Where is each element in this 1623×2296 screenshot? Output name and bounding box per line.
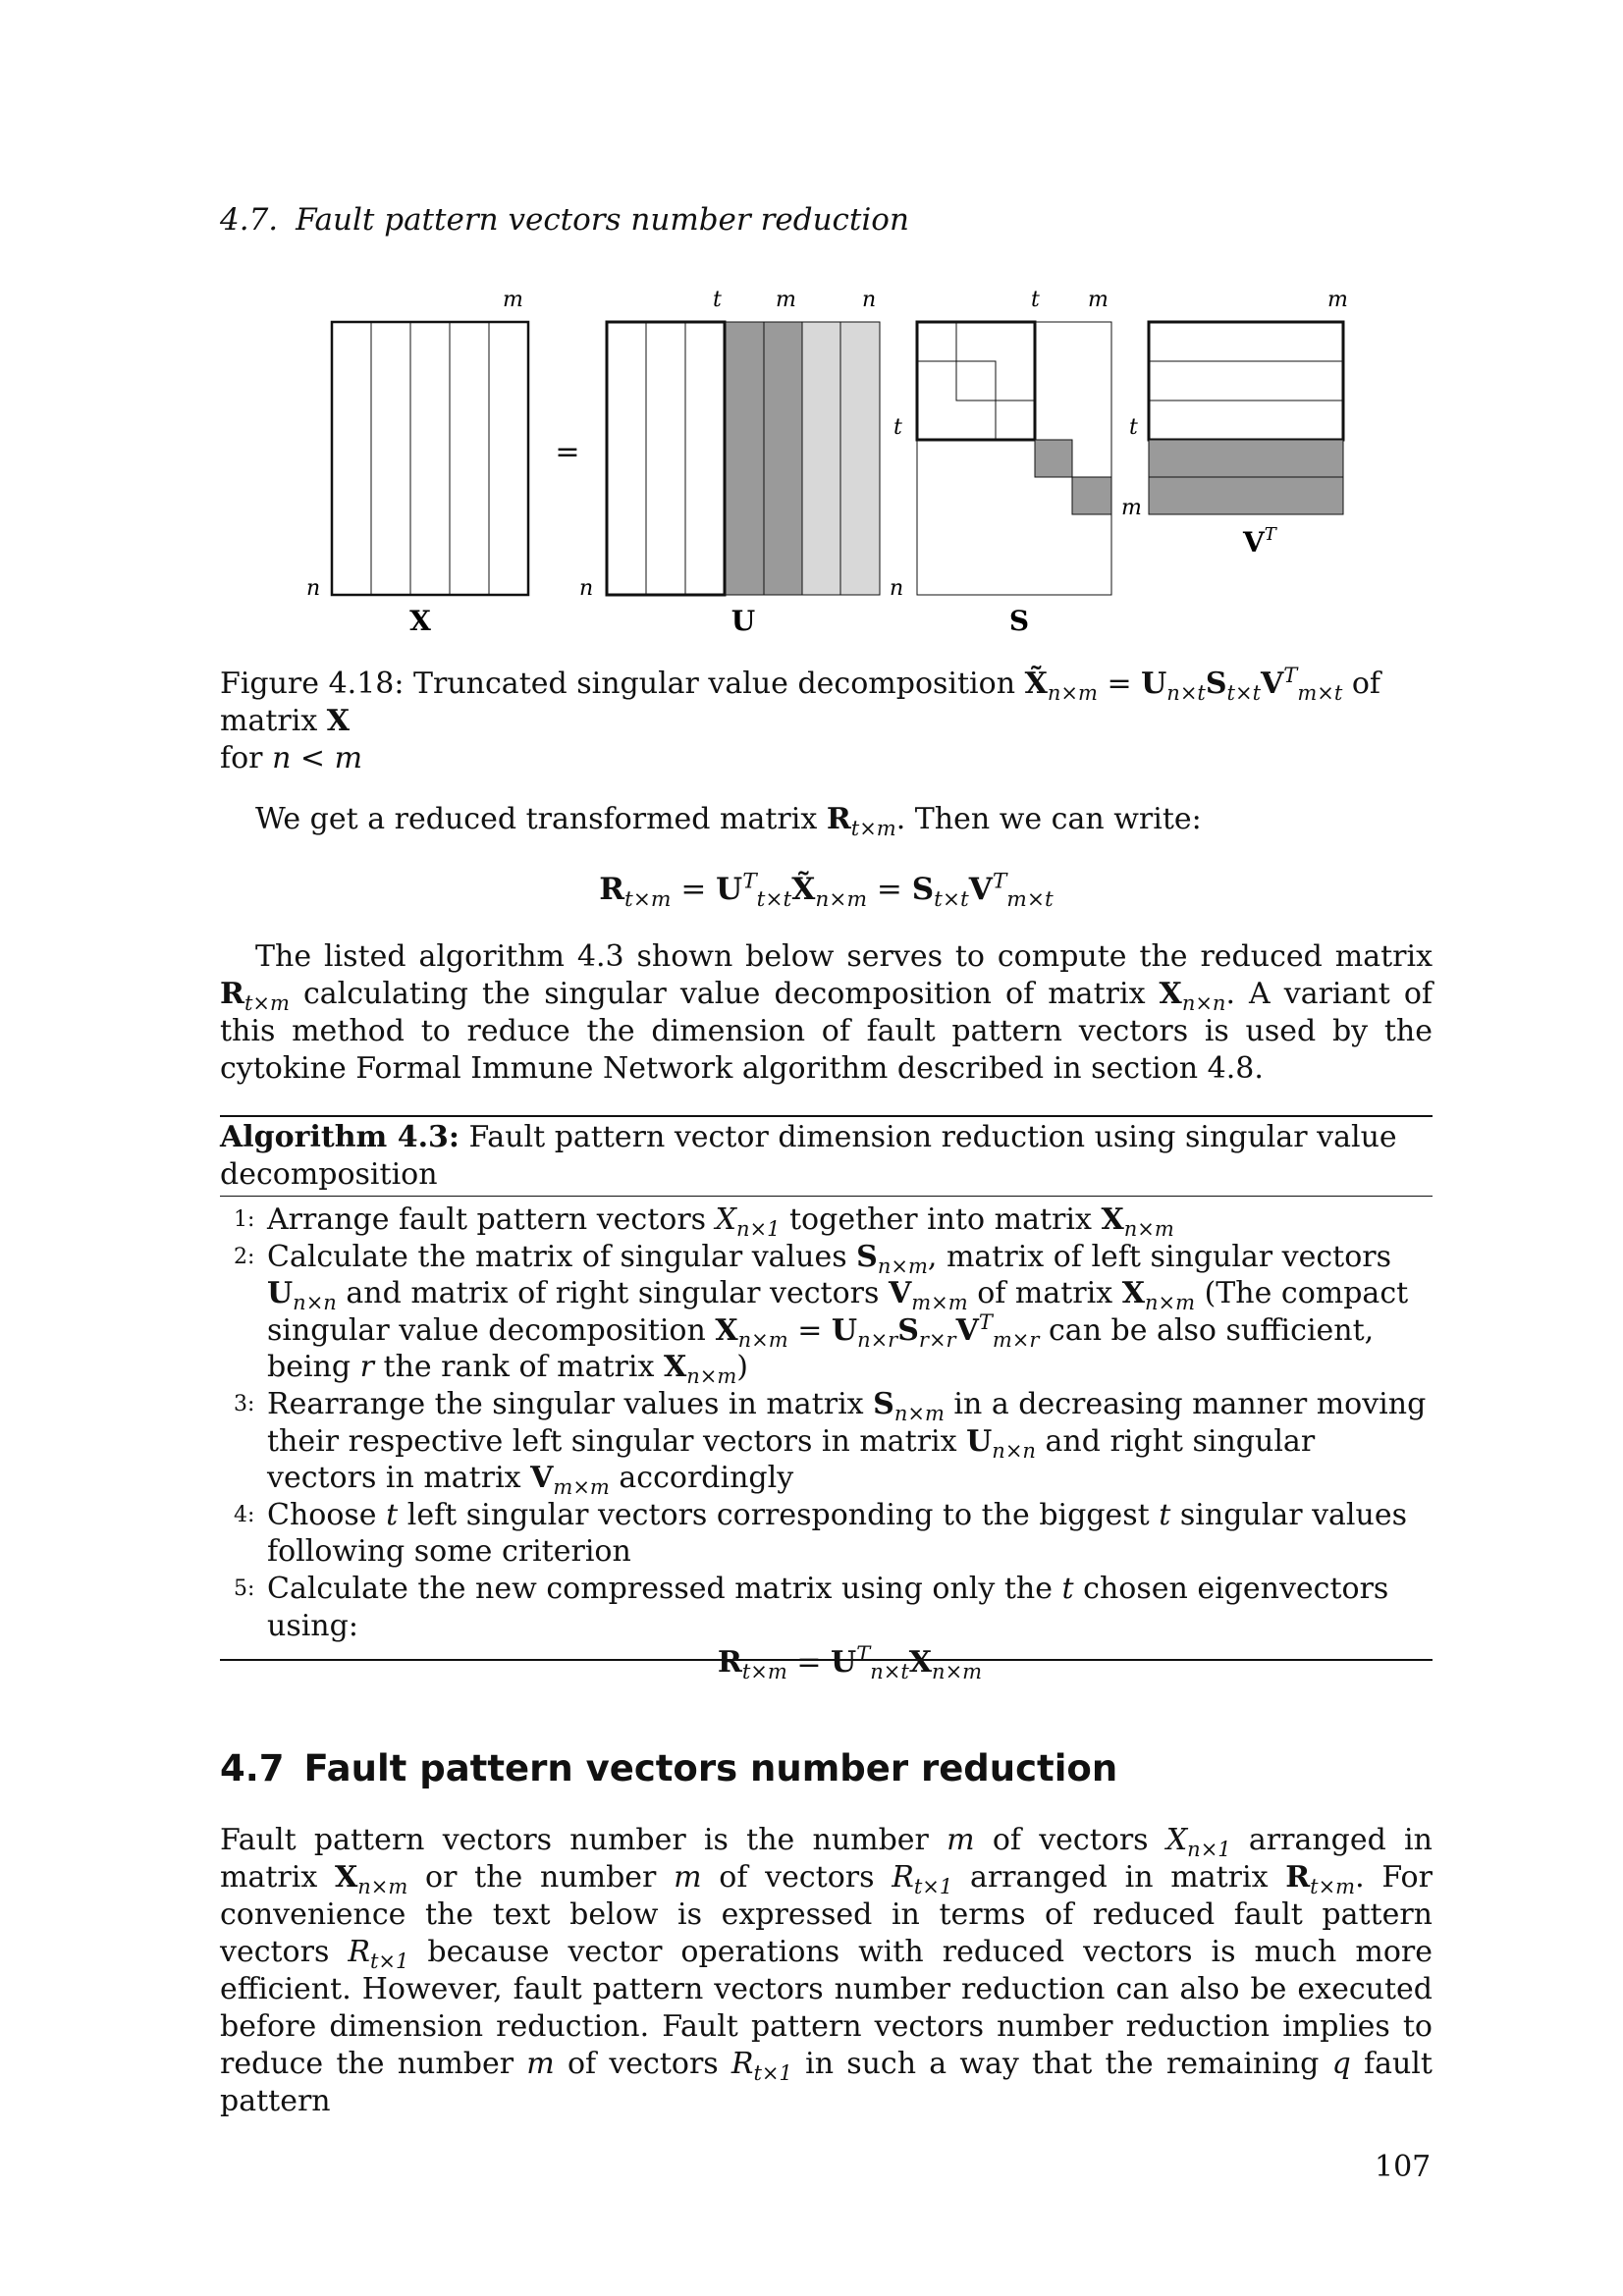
algorithm-step: 2: Calculate the matrix of singular values $S_{n\times m}$, matrix of left singular vectors $U_{n\times n}$ and matrix of right singular vectors $V_{m\times m}$ of matrix $X_{n\times m}$ (The compact singular value decomposition $X_{n\times m} = U_{n\times r}S_{r\times r}V^T_{m\times r}$ can be also sufficient, being r the rank of matrix $X_{n\times m}$) bbox=[234, 1239, 1409, 1389]
u-label-n-side: n bbox=[579, 576, 594, 601]
u-matrix-label: U bbox=[730, 605, 756, 637]
algorithm-bottom-rule bbox=[220, 1659, 1433, 1661]
algorithm-step: 3: Rearrange the singular values in matrix $S_{n\times m}$ in a decreasing manner moving their respective left singular vectors in matrix $U_{n\times n}$ and right singular vectors in matrix $V_{m\times m}$ accordingly bbox=[234, 1386, 1427, 1500]
vt-label-m-side: m bbox=[1121, 496, 1142, 520]
algorithm-title: Algorithm 4.3: Fault pattern vector dimension reduction using singular value decomposition bbox=[220, 1120, 1397, 1192]
algorithm-step: 5: Calculate the new compressed matrix using only the t chosen eigenvectors using: $R_{t\times m} = U^T_{n\times t}X_{n\times m}$ bbox=[220, 1571, 1433, 1682]
figure-caption: Figure 4.18: Truncated singular value decomposition $X̃_{n\times m} = U_{n\times t}S_{t\times t}V^T_{m\times t}$ of matrix X for n < m bbox=[220, 664, 1380, 775]
equation-r: $R_{t\times m}$ = $U^T_{t\times t}X̃_{n\times m} = S_{t\times t}V^T_{m\times t}$ bbox=[599, 869, 1054, 913]
x-matrix-label: X bbox=[409, 605, 431, 637]
vt-label-m: m bbox=[1327, 288, 1348, 312]
vt-matrix-label: $V^T$ bbox=[1243, 524, 1276, 559]
paragraph-1: We get a reduced transformed matrix $R_{t\times m}$. Then we can write: bbox=[255, 802, 1202, 840]
algorithm-step: 4: Choose t left singular vectors corresponding to the biggest t singular values following some criterion bbox=[234, 1497, 1407, 1570]
matrix-x bbox=[332, 322, 528, 595]
s-label-t-side: t bbox=[893, 415, 902, 440]
section-heading: 4.7 Fault pattern vectors number reduction bbox=[220, 1747, 1118, 1789]
algorithm-step: 1: Arrange fault pattern vectors $X_{n\times 1}$ together into matrix $X_{n\times m}$ bbox=[234, 1202, 1174, 1241]
u-label-t: t bbox=[713, 288, 722, 312]
matrix-s bbox=[917, 322, 1111, 595]
algorithm-top-rule bbox=[220, 1115, 1433, 1117]
s-label-t: t bbox=[1031, 288, 1040, 312]
equals-sign: = bbox=[555, 435, 580, 469]
s-label-m: m bbox=[1088, 288, 1109, 312]
svd-figure bbox=[295, 285, 1375, 648]
running-head-title: Fault pattern vectors number reduction bbox=[296, 202, 909, 238]
running-head-number: 4.7. bbox=[220, 202, 279, 238]
running-head bbox=[220, 202, 909, 238]
s-label-n: n bbox=[890, 576, 904, 601]
matrix-vt bbox=[1149, 322, 1343, 514]
x-label-n: n bbox=[306, 576, 321, 601]
algorithm-step-5-equation: $R_{t\times m} = U^T_{n\times t}X_{n\times m}$ bbox=[717, 1642, 983, 1684]
x-label-m: m bbox=[503, 288, 523, 312]
vt-label-t: t bbox=[1129, 415, 1138, 440]
page-number: 107 bbox=[1375, 2150, 1432, 2184]
s-matrix-label: S bbox=[1008, 605, 1030, 637]
paragraph-2: The listed algorithm 4.3 shown below serves to compute the reduced matrix $R_{t\times m}$ calculating the singular value decomposition of matrix $X_{n\times n}$. A variant of this method to reduce the dimension of fault pattern vectors is used by the cytokine Formal Immune Network algorithm described in section 4.8. bbox=[220, 939, 1433, 1086]
paragraph-3: Fault pattern vectors number is the number m of vectors $X_{n\times 1}$ arranged in matrix $X_{n\times m}$ or the number m of vectors $R_{t\times 1}$ arranged in matrix $R_{t\times m}$. For convenience the text below is expressed in terms of reduced fault pattern vectors $R_{t\times 1}$ because vector operations with reduced vectors is much more efficient. However, fault pattern vectors number reduction can also be executed before dimension reduction. Fault pattern vectors number reduction implies to reduce the number m of vectors $R_{t\times 1}$ in such a way that the remaining q fault pattern bbox=[220, 1823, 1433, 2118]
algorithm-steps bbox=[220, 1201, 1433, 1682]
u-label-n-top: n bbox=[862, 288, 877, 312]
matrix-u bbox=[607, 322, 880, 595]
algorithm-mid-rule bbox=[220, 1196, 1433, 1197]
u-label-m: m bbox=[776, 288, 796, 312]
